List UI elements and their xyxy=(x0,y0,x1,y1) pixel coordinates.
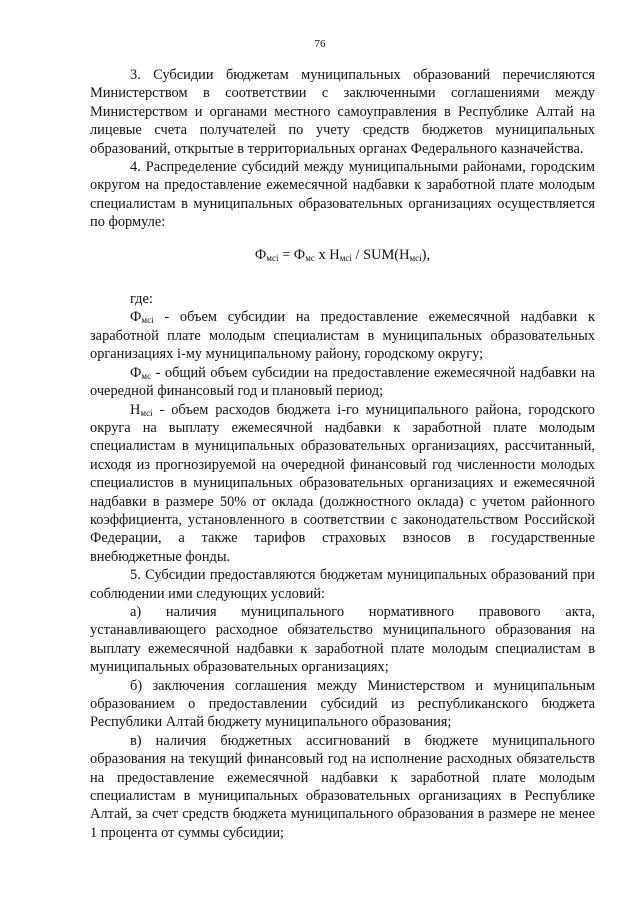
definition-3 xyxy=(90,401,595,567)
formula-times: x Н xyxy=(314,246,340,263)
symbol-3: Н xyxy=(130,401,141,418)
paragraph-5a: а) наличия муниципального нормативного правового акта, устанавливающего расходное обязательство муниципального образования на выплату ежемесячной надбавки к заработной плате молодым специалистам в муниципальных образовательных организациях; xyxy=(90,603,595,676)
symbol-1-sub: мсi xyxy=(141,315,154,326)
definition-1-text: - объем субсидии на предоставление ежемесячной надбавки к заработной плате молодым специалистам в муниципальных образовательных организациях i-му муниципальному району, городскому округу; xyxy=(90,309,595,363)
definition-2-text: - общий объем субсидии на предоставление ежемесячной надбавки на очередной финансовый год и плановый период; xyxy=(90,364,595,400)
definition-2 xyxy=(90,364,595,401)
formula-t2-sub: мсi xyxy=(339,252,352,263)
paragraph-5b: б) заключения соглашения между Министерством и муниципальным образованием о предоставлении субсидий из республиканского бюджета Республики Алтай бюджету муниципального образования; xyxy=(90,677,595,731)
paragraph-5: 5. Субсидии предоставляются бюджетам муниципальных образований при соблюдении ими следующих условий: xyxy=(90,567,595,602)
page-number: 76 xyxy=(314,38,326,50)
definition-1 xyxy=(90,308,595,363)
formula-lhs-sub: мсi xyxy=(266,252,279,263)
formula-lhs: Ф xyxy=(254,246,267,263)
formula-close: ), xyxy=(421,246,431,263)
symbol-3-sub: мсi xyxy=(140,407,153,418)
formula-t3-sub: мсi xyxy=(409,252,422,263)
formula-t1-sub: мс xyxy=(305,252,315,263)
symbol-2: Ф xyxy=(130,364,142,381)
paragraph-4: 4. Распределение субсидий между муниципальными районами, городским округом на предоставление ежемесячной надбавки к заработной плате молодым специалистам в муниципальных образовательных организациях осуществляется по формуле: xyxy=(90,159,595,231)
formula-div: / SUM(Н xyxy=(351,246,410,263)
symbol-1: Ф xyxy=(130,309,142,326)
document-body xyxy=(90,66,595,842)
symbol-2-sub: мс xyxy=(141,370,152,381)
paragraph-3: 3. Субсидии бюджетам муниципальных образований перечисляются Министерством в соответствии с заключенными соглашениями между Министерством и органами местного самоуправления в Республике Алтай на лицевые счета получателей по учету средств бюджетов муниципальных образований, открытые в территориальных органах Федерального казначейства. xyxy=(90,67,595,157)
distribution-formula xyxy=(90,246,595,264)
paragraph-5c: в) наличия бюджетных ассигнований в бюджете муниципального образования на текущий финансовый год на исполнение расходных обязательств на предоставление ежемесячной надбавки к заработной плате молодым специалистам в муниципальных образовательных организациях в Республике Алтай, за счет средств бюджета муниципального образования в размере не менее 1 процента от суммы субсидии; xyxy=(90,732,595,841)
formula-eq: = Ф xyxy=(278,246,306,263)
definition-3-text: - объем расходов бюджета i-го муниципального района, городского округа на выплату ежемесячной надбавки к заработной плате молодым специалистам в муниципальных образовательных организациях, рассчитанный, исходя из прогнозируемой на очередной финансовый год численности молодых специалистов в муниципальных образовательных организациях и ежемесячной надбавки в размере 50% от оклада (должностного оклада) с учетом районного коэффициента, установленного в соответствии с законодательством Российской Федерации, а также тарифов страховых взносов в государственные внебюджетные фонды. xyxy=(90,401,595,565)
where-label: где: xyxy=(130,291,153,308)
